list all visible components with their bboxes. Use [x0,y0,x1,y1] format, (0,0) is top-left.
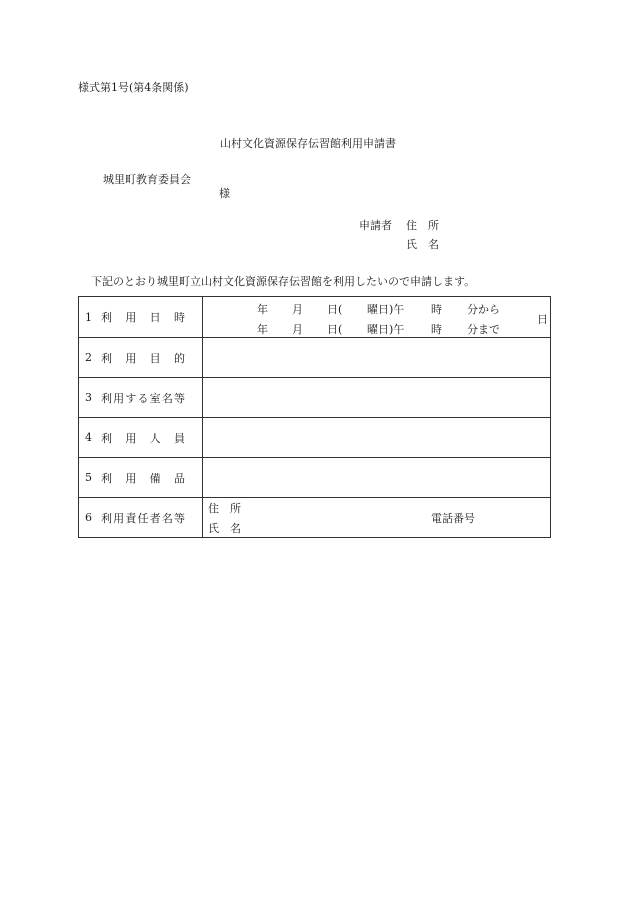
room-cell[interactable] [203,378,551,418]
datetime-cell[interactable] [203,297,551,338]
purpose-cell[interactable] [203,338,551,378]
addressee-org: 城里町教育委員会 [103,173,191,186]
page-title: 山村文化資源保存伝習館利用申請書 [220,137,396,150]
equipment-cell[interactable] [203,458,551,498]
row-label: 利用目的 [101,351,185,365]
row-label: 利用する室名等 [101,391,185,405]
row-label: 利用人員 [101,431,185,445]
row-label-cell [79,458,203,498]
row-label-cell [79,378,203,418]
row-number: 2 [85,351,92,364]
row-number: 1 [85,310,92,324]
responsible-phone-label: 電話番号 [431,512,475,525]
table-row [79,498,551,538]
table-row [79,378,551,418]
applicant-name-label: 氏 名 [406,238,439,251]
row-label-cell [79,498,203,538]
dt-day: 日( [327,303,343,316]
dt-weekday: 曜日)午 [367,303,405,316]
addressee-honorific: 様 [219,187,230,200]
attendees-cell[interactable] [203,418,551,458]
applicant-label: 申請者 [359,219,392,232]
applicant-address-label: 住 所 [406,219,439,232]
dt-until: 分まで [467,323,500,336]
row-label: 利用責任者名等 [101,511,185,525]
responsible-cell[interactable] [203,498,551,538]
responsible-name-label: 氏 名 [208,522,241,535]
row-number: 5 [85,471,92,484]
dt-weekday: 曜日)午 [367,323,405,336]
dt-days: 日 [537,313,548,326]
dt-day: 日( [327,323,343,336]
intro-text: 下記のとおり城里町立山村文化資源保存伝習館を利用したいので申請します。 [91,275,476,288]
table-row [79,338,551,378]
row-number: 3 [85,391,92,404]
row-label: 利用備品 [101,471,185,485]
row-number: 4 [85,431,92,444]
form-number: 様式第1号(第4条関係) [78,81,189,94]
dt-month: 月 [292,303,303,316]
row-label-cell [79,338,203,378]
row-label-cell [79,418,203,458]
responsible-address-label: 住 所 [208,502,241,515]
dt-year: 年 [257,323,268,336]
row-label: 利用日時 [101,311,185,324]
dt-year: 年 [257,303,268,316]
table-row [79,297,551,338]
dt-from: 分から [467,303,500,316]
dt-hour: 時 [431,323,442,336]
dt-hour: 時 [431,303,442,316]
row-number: 6 [85,511,92,524]
table-row [79,418,551,458]
application-table [78,296,551,538]
dt-month: 月 [292,323,303,336]
table-row [79,458,551,498]
row-label-cell [79,297,203,338]
